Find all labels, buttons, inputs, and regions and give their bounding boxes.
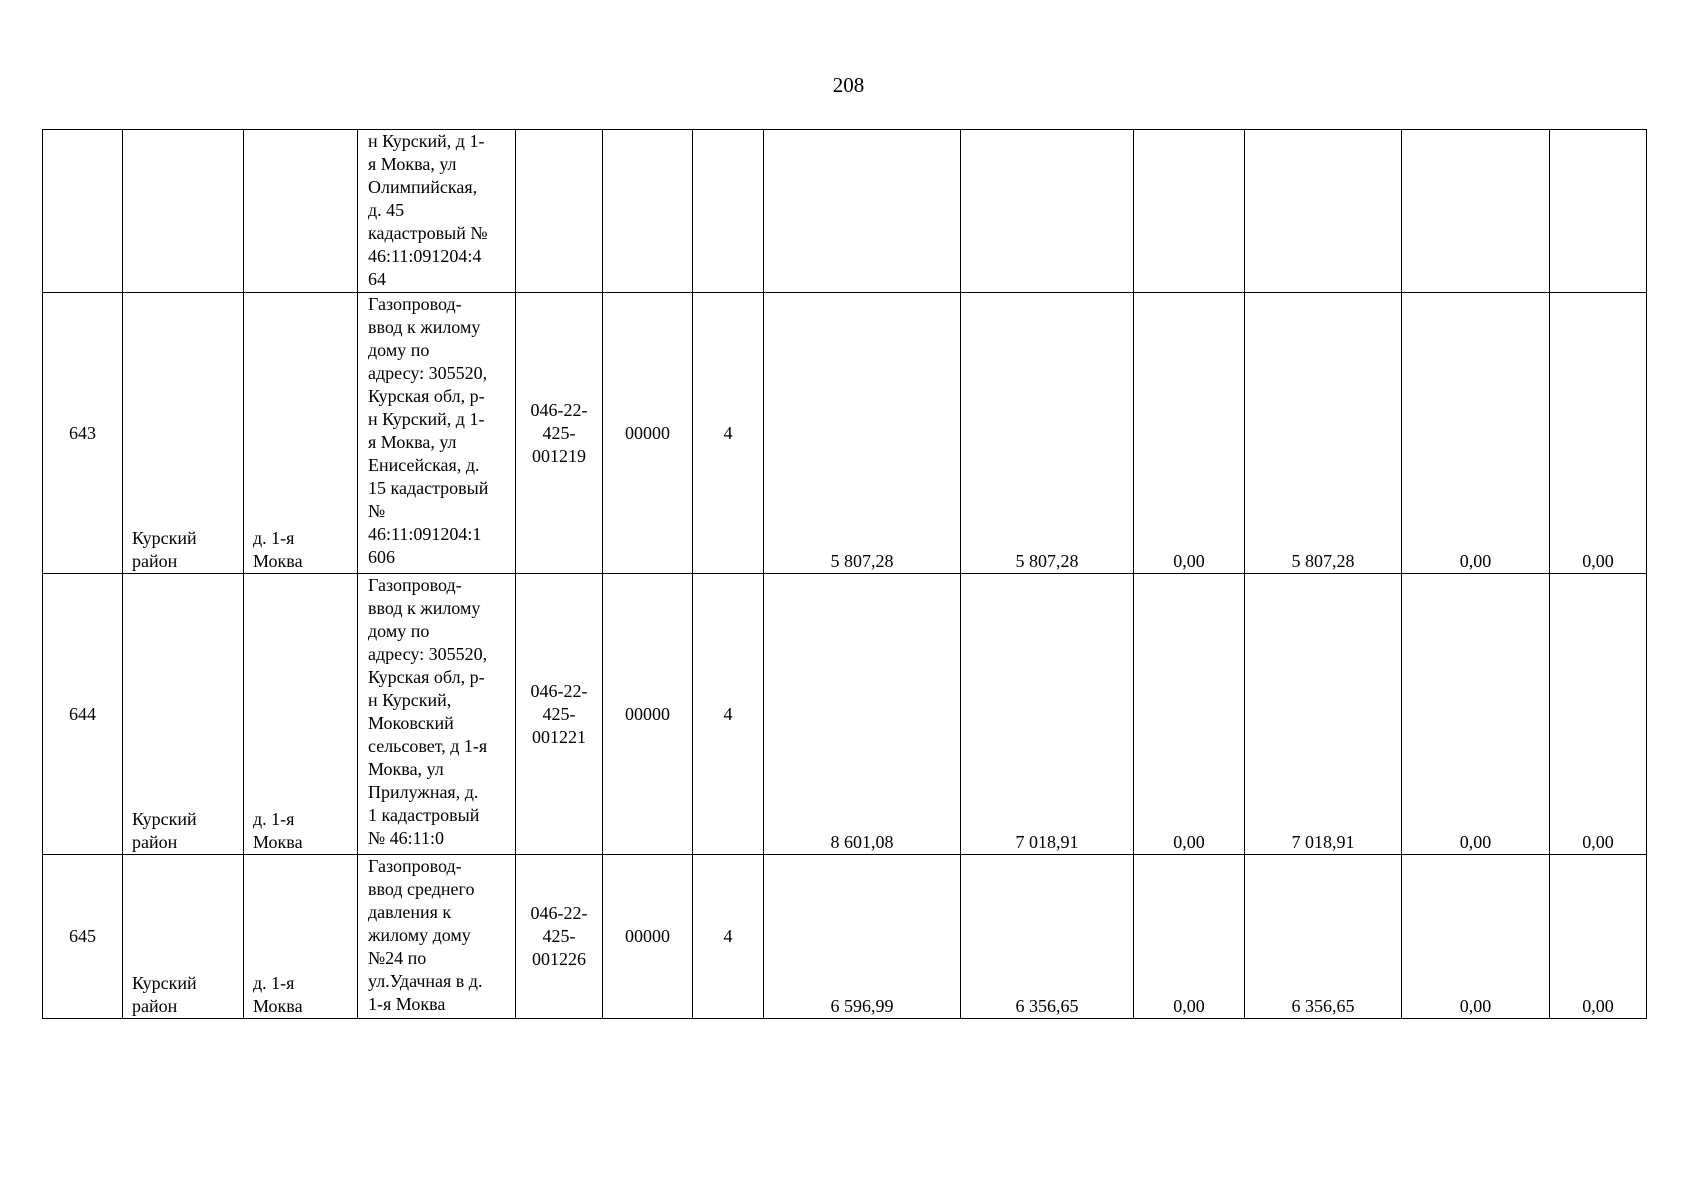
description-line: ввод к жилому xyxy=(368,317,481,337)
page-number: 208 xyxy=(832,73,865,97)
description-line: я Моква, ул xyxy=(368,432,457,452)
value-cell-6: 0,00 xyxy=(1550,855,1647,1019)
district-cell xyxy=(123,293,244,574)
inventory-code-line: 046-22- xyxy=(530,680,588,701)
row-number-cell: 643 xyxy=(43,293,123,574)
row-number-cell: 644 xyxy=(43,574,123,855)
table-row xyxy=(43,293,1647,574)
description-line: Газопровод- xyxy=(368,575,462,595)
description-line: №24 по xyxy=(368,948,427,968)
value-cell-6 xyxy=(1550,130,1647,293)
registry-table xyxy=(42,129,1647,1019)
code-cell xyxy=(603,130,693,293)
district-line: район xyxy=(132,551,178,571)
value-cell-1: 6 596,99 xyxy=(764,855,961,1019)
value-cell-4: 7 018,91 xyxy=(1245,574,1402,855)
locality-line: Моква xyxy=(253,996,303,1016)
locality-cell xyxy=(244,293,358,574)
locality-cell xyxy=(244,574,358,855)
value-cell-5: 0,00 xyxy=(1402,855,1550,1019)
category-cell: 4 xyxy=(693,855,764,1019)
description-line: Газопровод- xyxy=(368,856,462,876)
inventory-code-cell xyxy=(516,855,603,1019)
description-line: 15 кадастровый xyxy=(368,478,489,498)
description-line: Олимпийская, xyxy=(368,177,478,197)
inventory-code-line: 425- xyxy=(542,703,576,724)
description-line: 1 кадастровый xyxy=(368,805,480,825)
value-cell-2: 7 018,91 xyxy=(961,574,1134,855)
description-line: сельсовет, д 1-я xyxy=(368,736,488,756)
inventory-code-cell xyxy=(516,130,603,293)
description-line: Прилужная, д. xyxy=(368,782,479,802)
locality-line: Моква xyxy=(253,551,303,571)
description-line: н Курский, xyxy=(368,690,452,710)
value-cell-1: 5 807,28 xyxy=(764,293,961,574)
district-line: Курский xyxy=(132,528,197,548)
table-row xyxy=(43,855,1647,1019)
value-cell-2: 5 807,28 xyxy=(961,293,1134,574)
object-description-cell xyxy=(358,130,516,293)
inventory-code-line: 001221 xyxy=(532,726,586,747)
value-cell-4: 5 807,28 xyxy=(1245,293,1402,574)
registry-table-body xyxy=(43,130,1647,1019)
value-cell-1 xyxy=(764,130,961,293)
description-line: Моковский xyxy=(368,713,454,733)
row-number-cell: 645 xyxy=(43,855,123,1019)
inventory-code-line: 425- xyxy=(542,926,576,946)
district-line: Курский xyxy=(132,809,197,829)
value-cell-3 xyxy=(1134,130,1245,293)
district-line: район xyxy=(132,996,178,1016)
locality-line: д. 1-я xyxy=(253,528,295,548)
district-line: Курский xyxy=(132,973,197,993)
value-cell-3: 0,00 xyxy=(1134,574,1245,855)
description-line: д. 45 xyxy=(368,200,405,220)
description-line: 46:11:091204:4 xyxy=(368,246,482,266)
value-cell-1: 8 601,08 xyxy=(764,574,961,855)
locality-line: д. 1-я xyxy=(253,809,295,829)
value-cell-2 xyxy=(961,130,1134,293)
description-line: Моква, ул xyxy=(368,759,444,779)
object-description-cell xyxy=(358,574,516,855)
object-description-cell xyxy=(358,855,516,1019)
locality-line: Моква xyxy=(253,832,303,852)
locality-line: д. 1-я xyxy=(253,973,295,993)
value-cell-6: 0,00 xyxy=(1550,574,1647,855)
code-cell: 00000 xyxy=(603,574,693,855)
category-cell: 4 xyxy=(693,293,764,574)
district-cell xyxy=(123,130,244,293)
inventory-code-line: 425- xyxy=(542,422,576,443)
inventory-code-cell xyxy=(516,293,603,574)
code-cell: 00000 xyxy=(603,293,693,574)
value-cell-3: 0,00 xyxy=(1134,855,1245,1019)
description-line: № 46:11:0 xyxy=(368,828,445,848)
inventory-code-line: 001226 xyxy=(532,949,586,969)
district-cell xyxy=(123,855,244,1019)
description-line: ввод среднего xyxy=(368,879,475,899)
value-cell-4: 6 356,65 xyxy=(1245,855,1402,1019)
description-line: я Моква, ул xyxy=(368,154,457,174)
description-line: дому по xyxy=(368,340,430,360)
category-cell xyxy=(693,130,764,293)
code-cell: 00000 xyxy=(603,855,693,1019)
value-cell-5: 0,00 xyxy=(1402,293,1550,574)
row-number-cell xyxy=(43,130,123,293)
table-row xyxy=(43,574,1647,855)
district-cell xyxy=(123,574,244,855)
description-line: Газопровод- xyxy=(368,294,462,314)
description-line: адресу: 305520, xyxy=(368,644,488,664)
district-line: район xyxy=(132,832,178,852)
description-line: н Курский, д 1- xyxy=(368,409,485,429)
description-line: Курская обл, р- xyxy=(368,386,485,406)
inventory-code-line: 046-22- xyxy=(530,903,588,923)
value-cell-5: 0,00 xyxy=(1402,574,1550,855)
description-line: 1-я Моква xyxy=(368,994,446,1014)
description-line: ул.Удачная в д. xyxy=(368,971,483,991)
description-line: 64 xyxy=(368,269,386,289)
object-description-cell xyxy=(358,293,516,574)
description-line: 46:11:091204:1 xyxy=(368,524,482,544)
locality-cell xyxy=(244,855,358,1019)
table-row xyxy=(43,130,1647,293)
description-line: № xyxy=(368,501,386,521)
description-line: адресу: 305520, xyxy=(368,363,488,383)
value-cell-5 xyxy=(1402,130,1550,293)
description-line: Енисейская, д. xyxy=(368,455,480,475)
description-line: 606 xyxy=(368,547,395,567)
value-cell-6: 0,00 xyxy=(1550,293,1647,574)
inventory-code-line: 001219 xyxy=(532,445,586,466)
description-line: н Курский, д 1- xyxy=(368,131,485,151)
locality-cell xyxy=(244,130,358,293)
description-line: жилому дому xyxy=(368,925,471,945)
value-cell-2: 6 356,65 xyxy=(961,855,1134,1019)
description-line: Курская обл, р- xyxy=(368,667,485,687)
description-line: кадастровый № xyxy=(368,223,488,243)
inventory-code-line: 046-22- xyxy=(530,399,588,420)
value-cell-4 xyxy=(1245,130,1402,293)
value-cell-3: 0,00 xyxy=(1134,293,1245,574)
description-line: давления к xyxy=(368,902,452,922)
inventory-code-cell xyxy=(516,574,603,855)
description-line: ввод к жилому xyxy=(368,598,481,618)
description-line: дому по xyxy=(368,621,430,641)
category-cell: 4 xyxy=(693,574,764,855)
